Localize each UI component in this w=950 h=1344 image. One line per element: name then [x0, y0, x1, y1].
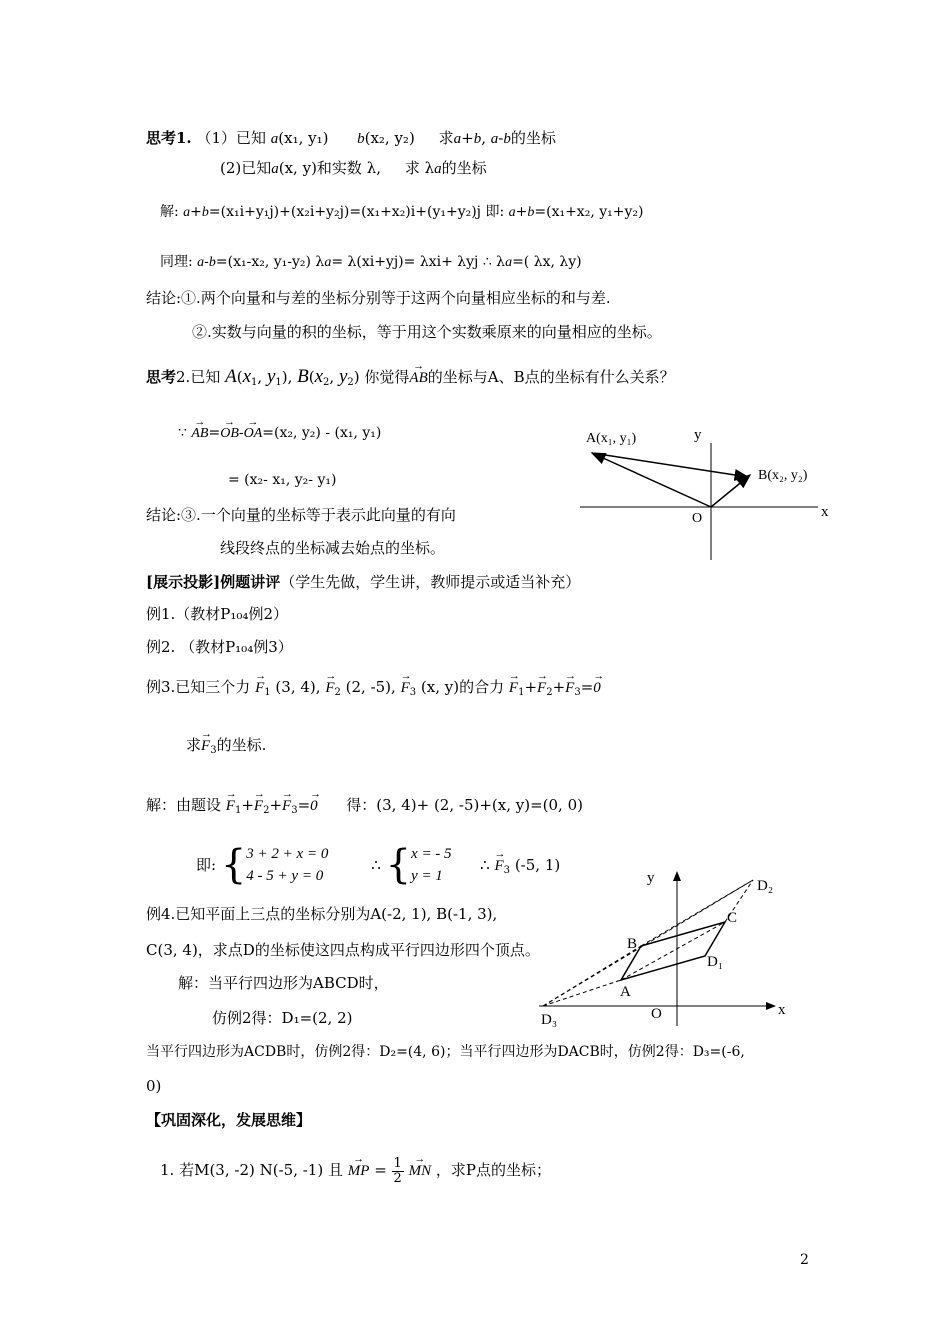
- consolidate-title: 【巩固深化，发展思维】: [146, 1111, 312, 1129]
- solution-4-c: 当平行四边形为ACDB时，仿例2得：D₂=(4, 6)；当平行四边形为DACB时，仿例2得：D₃=(-6,: [146, 1044, 745, 1060]
- solution-3-system: 即: {3 + 2 + x = 0 4 - 5 + y = 0 ∴ {x = - 5 y = 1 ∴ → $F_3$ (-5, 1): [196, 843, 560, 893]
- solution-4-d: 0): [146, 1077, 162, 1095]
- dashed-D3-A: [543, 980, 621, 1006]
- vector-figure-1: [578, 415, 848, 565]
- example-2: 例2. （教材P₁₀₄例3）: [146, 638, 293, 656]
- label-D2: D₂: [757, 878, 774, 894]
- example-4-a: 例4.已知平面上三点的坐标分别为A(-2, 1), B(-1, 3),: [146, 905, 498, 923]
- point-B-label: B(x₂, y₂): [758, 468, 808, 483]
- examples-section: [展示投影]例题讲评（学生先做，学生讲，教师提示或适当补充）: [146, 573, 581, 591]
- solution1-line1: 解: a+b=(x₁i+y₁j)+(x₂i+y₂j)=(x₁+x₂)i+(y₁+y₂)j 即: a+b=(x₁+x₂, y₁+y₂): [160, 204, 644, 220]
- think2-eq: ∵ → AB=→ OB-→ OA=(x₂, y₂) - (x₁, y₁): [178, 418, 381, 444]
- consolidate-q1: 1. 若M(3, -2) N(-5, -1) 且 → MP = $\frac{1}{2}$ → MN ，求P点的坐标；: [160, 1155, 551, 1185]
- label-D3: D₃: [541, 1012, 558, 1028]
- think1-q2: (2)已知a(x, y)和实数 λ, 求 λa的坐标: [220, 159, 487, 177]
- parallelogram-figure: [535, 866, 795, 1036]
- conclusion3-a: 结论:③.一个向量的坐标等于表示此向量的有向: [146, 506, 456, 524]
- solution-3: 解：由题设 → $F_1+\to F_2+\to F_3=\to 0$ 得：(3, 4)+ (2, -5)+(x, y)=(0, 0): [146, 790, 583, 821]
- point-A-label: A(x₁, y₁): [586, 431, 637, 446]
- example-4-b: C(3, 4)，求点D的坐标使这四点构成平行四边形四个顶点。: [146, 941, 540, 959]
- example-3-ask: 求→ $F_3$的坐标.: [186, 730, 266, 761]
- label-A: A: [620, 984, 631, 1000]
- think2-label: 思考: [146, 368, 177, 386]
- label-D1: D₁: [707, 954, 724, 970]
- origin-label: O: [692, 511, 703, 526]
- solution-4-b: 仿例2得：D₁=(2, 2): [212, 1009, 353, 1027]
- solution1-line2: 同理: a-b=(x₁-x₂, y₁-y₂) λa= λ(xi+yj)= λxi+ λyj ∴ λa=( λx, λy): [160, 254, 582, 270]
- label-C: C: [727, 910, 738, 926]
- x-axis-label: x: [778, 1002, 786, 1018]
- vector-AB: [592, 453, 748, 477]
- think2-eq2: = (x₂- x₁, y₂- y₁): [228, 472, 337, 488]
- vector-OB: [711, 475, 750, 507]
- think2-question: 思考2.已知 $A(x_1$, $y_1$), $B(x_2$, $y_2$) 你觉得→ AB的坐标与A、B点的坐标有什么关系？: [146, 362, 675, 393]
- y-axis-label: y: [694, 427, 702, 443]
- conclusion3-b: 线段终点的坐标减去始点的坐标。: [220, 539, 446, 557]
- y-axis-label: y: [647, 870, 655, 886]
- vector-OA: [592, 453, 711, 507]
- conclusion1-c1: 结论:①.两个向量和与差的坐标分别等于这两个向量相应坐标的和与差.: [146, 289, 611, 307]
- origin-label: O: [651, 1006, 662, 1022]
- solution-4-a: 解：当平行四边形为ABCD时，: [178, 974, 389, 992]
- conclusion1-c2: ②.实数与向量的积的坐标，等于用这个实数乘原来的向量相应的坐标。: [192, 323, 662, 341]
- x-axis-label: x: [821, 504, 829, 520]
- page-number: 2: [800, 1252, 809, 1268]
- think1-label: 思考1.: [146, 129, 192, 147]
- think1-q1: 思考1. （1）已知 a(x₁, y₁) b(x₂, y₂) 求a+b, a-b的坐标: [146, 129, 556, 147]
- label-B: B: [627, 936, 638, 952]
- example-1: 例1.（教材P₁₀₄例2）: [146, 605, 288, 623]
- example-3: 例3.已知三个力 → $F_1$ (3, 4), → $F_2$ (2, -5), → $F_3$ (x, y)的合力 → $F_1+\to F_2+\to F_3=\to 0$: [146, 672, 601, 703]
